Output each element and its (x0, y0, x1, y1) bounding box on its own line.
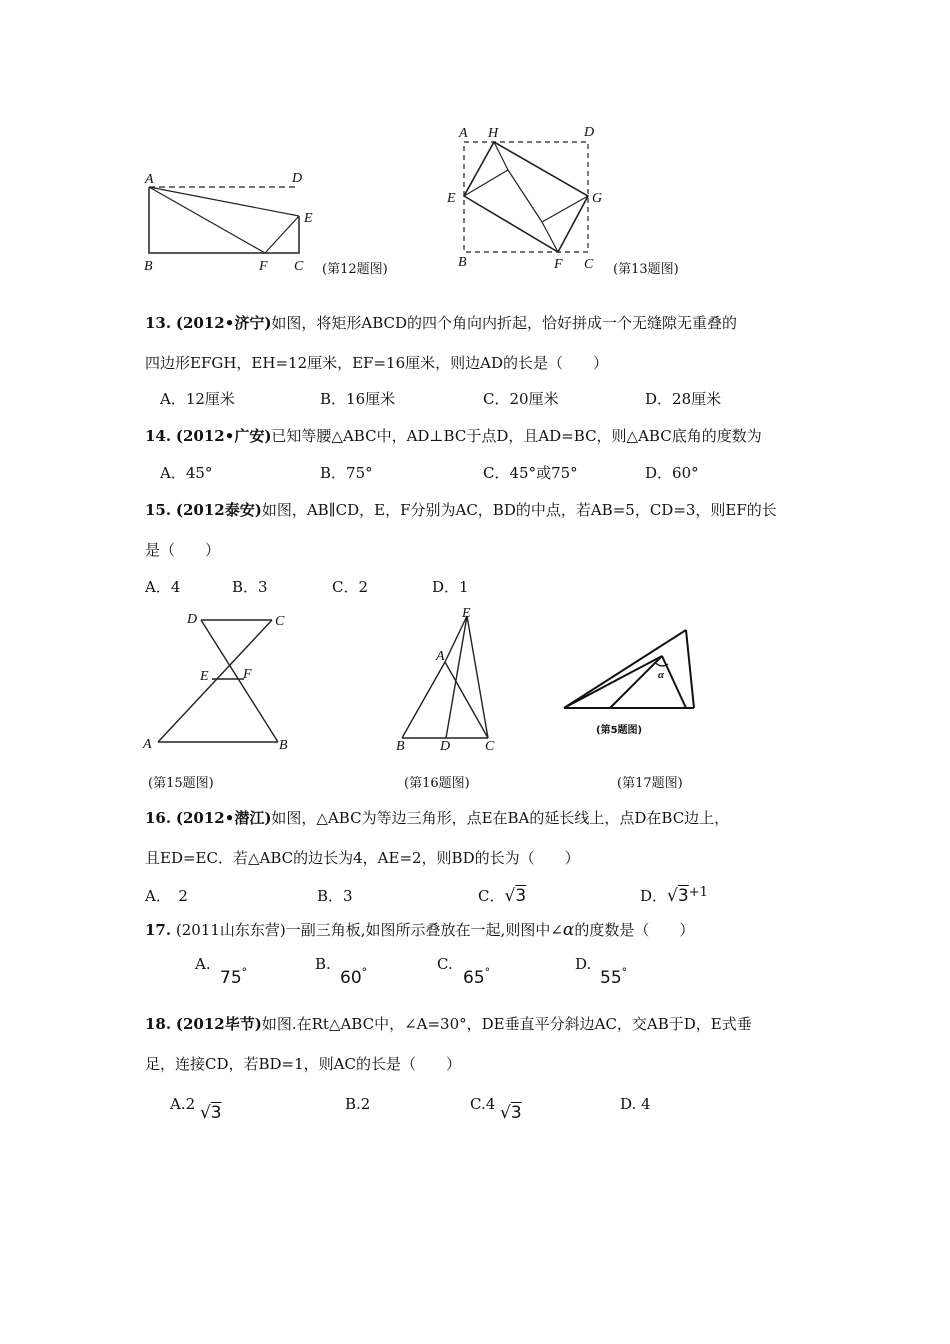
q17-line1 (145, 920, 694, 940)
q13-option-a[interactable]: A．12厘米 (160, 390, 235, 408)
q16-line1 (145, 808, 729, 828)
q17-option-a-degree: ° (241, 966, 248, 979)
fig15-caption: (第15题图) (148, 776, 214, 791)
fig13-label-f: F (554, 257, 563, 272)
q17-option-b[interactable] (315, 954, 368, 994)
q18-option-a-label: A.2 (170, 1095, 196, 1113)
q18-option-c-radicand: 3 (510, 1103, 522, 1123)
q15-number: 15. (145, 501, 172, 519)
fig12-label-f: F (259, 259, 268, 274)
q16-option-c-radicand: 3 (515, 886, 527, 906)
sqrt-symbol: √ (667, 886, 678, 906)
q13-number: 13. (145, 314, 172, 332)
q15-text1: 如图，AB∥CD，E，F分别为AC，BD的中点，若AB=5，CD=3，则EF的长 (261, 501, 777, 519)
fig13-caption: (第13题图) (613, 262, 679, 277)
q18-line1 (145, 1014, 752, 1034)
q18-option-a[interactable] (170, 1094, 222, 1123)
q18-option-a-radicand: 3 (210, 1103, 222, 1123)
q14-option-b[interactable]: B．75° (320, 464, 373, 482)
q17-option-d-degree: ° (621, 966, 628, 979)
q14-option-a[interactable]: A．45° (160, 464, 213, 482)
q18-option-c[interactable] (470, 1094, 522, 1123)
q14-text1: 已知等腰△ABC中，AD⊥BC于点D，且AD=BC，则△ABC底角的度数为 (271, 427, 762, 445)
q15-option-c[interactable]: C．2 (332, 578, 369, 596)
q13-option-b[interactable]: B．16厘米 (320, 390, 396, 408)
q18-text2: 足，连接CD，若BD=1，则AC的长是（ ） (145, 1055, 461, 1073)
figure-15 (140, 608, 300, 758)
q16-source: (2012•潜江) (175, 809, 272, 827)
q18-option-b[interactable]: B.2 (345, 1095, 371, 1113)
fig17-caption: (第17题图) (617, 776, 683, 791)
q17-option-a[interactable] (195, 954, 248, 994)
fig16-label-b: B (396, 739, 405, 754)
q15-option-d[interactable]: D．1 (432, 578, 469, 596)
q17-source: (2011山东东营) (175, 921, 286, 939)
q18-source: (2012毕节) (175, 1015, 262, 1033)
q17-option-c-degree: ° (484, 966, 491, 979)
q16-option-b[interactable]: B．3 (317, 887, 353, 905)
q16-option-c[interactable] (478, 886, 526, 906)
fig16-label-c: C (485, 739, 495, 754)
fig12-label-c: C (294, 259, 304, 274)
q14-option-d[interactable]: D．60° (645, 464, 699, 482)
q17-option-d-value: 55 (600, 968, 622, 988)
q18-text1: 如图.在Rt△ABC中，∠A=30°，DE垂直平分斜边AC，交AB于D，E式垂 (261, 1015, 752, 1033)
figure-17 (560, 626, 700, 746)
q16-option-d[interactable] (640, 886, 708, 908)
q13-text1: 如图，将矩形ABCD的四个角向内折起，恰好拼成一个无缝隙无重叠的 (271, 314, 738, 332)
figure-16 (392, 606, 512, 756)
q14-line1 (145, 426, 762, 446)
q14-source: (2012•广安) (175, 427, 272, 445)
q16-text1: 如图，△ABC为等边三角形，点E在BA的延长线上，点D在BC边上， (271, 809, 730, 827)
q18-number: 18. (145, 1015, 172, 1033)
q17-option-b-degree: ° (361, 966, 368, 979)
q16-text2: 且ED=EC．若△ABC的边长为4，AE=2，则BD的长为（ ） (145, 849, 580, 867)
q17-option-c-letter: C. (437, 955, 453, 973)
fig13-label-h: H (488, 126, 499, 141)
q13-option-d[interactable]: D．28厘米 (645, 390, 722, 408)
q15-text2: 是（ ） (145, 541, 221, 559)
fig16-label-e: E (462, 606, 471, 621)
fig13-label-d: D (584, 125, 595, 140)
q13-text2: 四边形EFGH，EH=12厘米，EF=16厘米，则边AD的长是（ ） (145, 354, 608, 372)
q17-text1-end: 的度数是（ ） (574, 921, 695, 939)
fig16-label-d: D (440, 739, 451, 754)
fig12-label-a: A (145, 172, 154, 187)
fig15-label-c: C (275, 614, 285, 629)
sqrt-symbol: √ (504, 886, 516, 906)
q15-option-b[interactable]: B．3 (232, 578, 268, 596)
q16-option-d-suffix: +1 (688, 885, 708, 900)
q16-number: 16. (145, 809, 172, 827)
q15-option-a[interactable]: A．4 (145, 578, 181, 596)
fig12-caption: (第12题图) (322, 262, 388, 277)
q14-number: 14. (145, 427, 172, 445)
q16-option-c-label: C． (478, 887, 505, 905)
fig15-label-a: A (143, 737, 152, 752)
fig12-label-d: D (292, 171, 303, 186)
fig12-label-e: E (304, 211, 313, 226)
q16-option-d-radicand: 3 (677, 886, 689, 906)
fig17-inner-caption: (第5题图) (596, 725, 643, 736)
q13-option-c[interactable]: C．20厘米 (483, 390, 559, 408)
figure-12 (140, 170, 320, 280)
sqrt-symbol: √ (199, 1103, 211, 1123)
q18-option-d[interactable]: D. 4 (620, 1095, 651, 1113)
fig16-label-a: A (436, 649, 445, 664)
q17-option-a-letter: A. (195, 955, 211, 973)
q17-alpha: α (562, 920, 575, 940)
q13-source: (2012•济宁) (175, 314, 272, 332)
fig16-caption: (第16题图) (404, 776, 470, 791)
fig13-label-c: C (584, 257, 594, 272)
fig12-label-b: B (144, 259, 153, 274)
sqrt-symbol: √ (500, 1103, 511, 1123)
figure-13 (444, 122, 614, 272)
q17-option-b-value: 60 (340, 968, 362, 988)
q14-option-c[interactable]: C．45°或75° (483, 464, 578, 482)
fig13-label-b: B (458, 255, 467, 270)
q18-option-c-label: C.4 (470, 1095, 496, 1113)
q17-option-a-value: 75 (220, 968, 242, 988)
fig15-label-d: D (187, 612, 198, 627)
q16-option-a[interactable]: A． 2 (145, 887, 188, 905)
fig13-label-a: A (459, 126, 468, 141)
fig13-label-g: G (592, 191, 603, 206)
q13-line1 (145, 313, 737, 333)
q17-option-c-value: 65 (463, 968, 485, 988)
q16-option-d-label: D． (640, 887, 668, 905)
q15-line1 (145, 500, 777, 520)
q17-option-d[interactable] (575, 954, 628, 994)
fig15-label-b: B (279, 738, 288, 753)
q15-source: (2012泰安) (175, 501, 262, 519)
fig13-label-e: E (447, 191, 456, 206)
fig17-alpha: α (658, 669, 665, 681)
q17-option-c[interactable] (437, 954, 491, 994)
q17-number: 17. (145, 921, 172, 939)
q17-option-b-letter: B. (315, 955, 331, 973)
fig15-label-e: E (200, 669, 209, 684)
q17-text1: 一副三角板,如图所示叠放在一起,则图中∠ (285, 921, 563, 939)
fig15-label-f: F (243, 667, 252, 682)
q17-option-d-letter: D. (575, 955, 592, 973)
